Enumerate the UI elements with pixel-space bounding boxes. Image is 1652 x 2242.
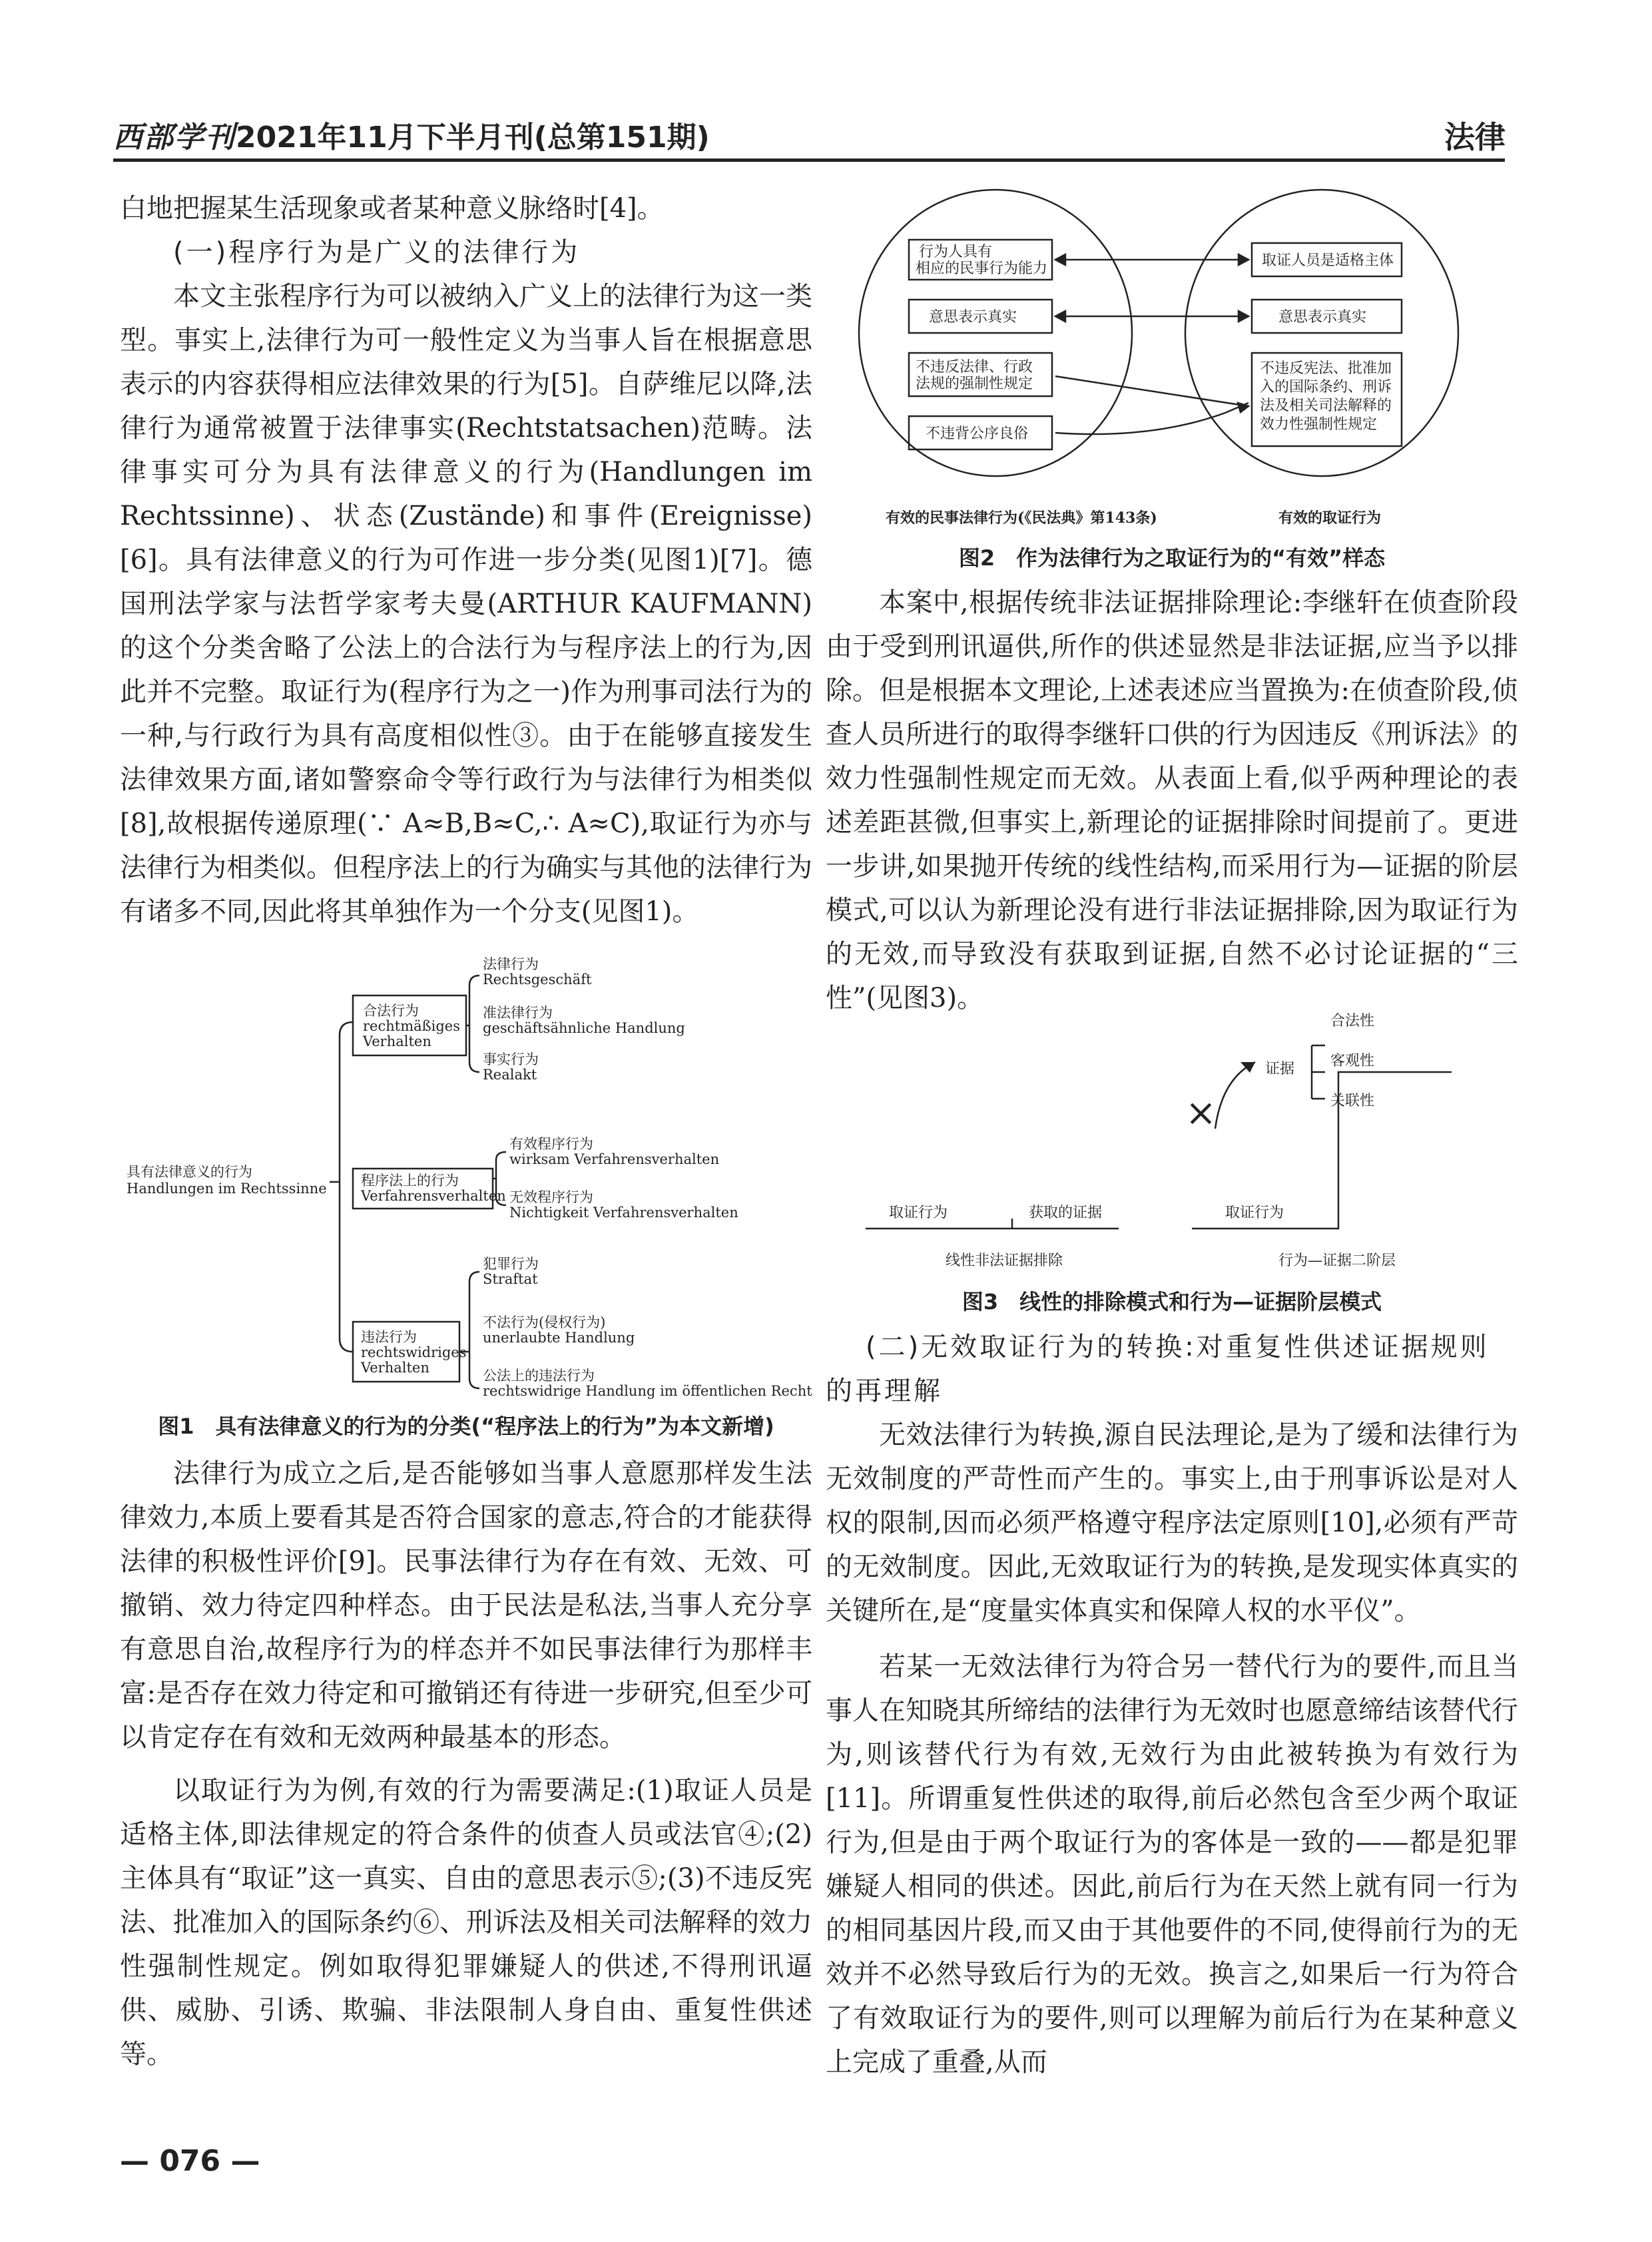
- fig1-leaf: wirksam Verfahrensverhalten: [509, 1151, 720, 1167]
- fig1-b1: 合法行为: [363, 1003, 419, 1019]
- fig1-root-de: Handlungen im Rechtssinne: [127, 1181, 327, 1197]
- fig1-leaf: rechtswidrige Handlung im öffentlichen Recht: [483, 1383, 812, 1399]
- fig3-evidence-got: 获取的证据: [1029, 1205, 1103, 1221]
- fig3-act: 取证行为: [889, 1205, 948, 1221]
- fig1-leaf: 事实行为: [483, 1051, 539, 1067]
- fig2-right-item: 取证人员是适格主体: [1262, 252, 1394, 269]
- figure-3-caption: 图3 线性的排除模式和行为—证据阶层模式: [962, 1289, 1382, 1314]
- figure-3-diagram: [852, 999, 1505, 1285]
- fig1-b2: 程序法上的行为: [361, 1173, 459, 1189]
- fig1-leaf: 无效程序行为: [509, 1189, 593, 1205]
- right-column-lower: [826, 1325, 1518, 2084]
- journal-logo: 西部学刊: [113, 121, 236, 154]
- fig2-right-item: 效力性强制性规定: [1260, 416, 1378, 433]
- fig2-right-item: 意思表示真实: [1278, 309, 1367, 326]
- cross-icon: ×: [1185, 1091, 1217, 1135]
- running-header: [113, 113, 710, 156]
- paragraph: 本文主张程序行为可以被纳入广义上的法律行为这一类型。事实上,法律行为可一般性定义为当事人旨在根据意思表示的内容获得相应法律效果的行为[5]。自萨维尼以降,法律行为通常被置于法律事实(Rechtstatsachen)范畴。法律事实可分为具有法律意义的行为(Handlungen im Rechtssinne)、状态(Zustände)和事件(Ereignisse)[6]。具有法律意义的行为可作进一步分类(见图1)[7]。德国刑法学家与法哲学家考夫曼(ARTHUR KAUFMANN)的这个分类舍略了公法上的合法行为与程序法上的行为,因此并不完整。取证行为(程序行为之一)作为刑事司法行为的一种,与行政行为具有高度相似性③。由于在能够直接发生法律效果方面,诸如警察命令等行政行为与法律行为相类似[8],故根据传递原理(∵ A≈B,B≈C,∴ A≈C),取证行为亦与法律行为相类似。但程序法上的行为确实与其他的法律行为有诸多不同,因此将其单独作为一个分支(见图1)。: [120, 281, 812, 927]
- fig1-b1: rechtmäßiges: [363, 1018, 461, 1034]
- fig1-b3: rechtswidriges: [361, 1344, 467, 1360]
- fig2-label-right: 有效的取证行为: [1278, 509, 1382, 527]
- fig1-leaf: Straftat: [483, 1271, 538, 1287]
- fig1-leaf: Nichtigkeit Verfahrensverhalten: [509, 1205, 738, 1221]
- section-heading: 的再理解: [826, 1376, 943, 1406]
- fig3-act: 取证行为: [1225, 1205, 1284, 1221]
- fig1-root-cn: 具有法律意义的行为: [127, 1164, 252, 1180]
- figure-1-tree: [120, 952, 812, 1405]
- fig2-right-item: 不违反宪法、批准加: [1260, 360, 1392, 377]
- fig1-leaf: 法律行为: [483, 956, 539, 972]
- fig2-right-item: 法及相关司法解释的: [1260, 398, 1392, 414]
- fig3-evidence: 证据: [1265, 1061, 1295, 1077]
- figure-1-caption: 图1 具有法律意义的行为的分类(“程序法上的行为”为本文新增): [158, 1414, 774, 1439]
- fig2-left-item: 相应的民事行为能力: [916, 260, 1048, 277]
- fig1-leaf: 不法行为(侵权行为): [483, 1314, 606, 1330]
- fig3-property: 客观性: [1330, 1053, 1375, 1069]
- fig1-leaf: Realakt: [483, 1067, 537, 1083]
- fig3-label-left: 线性非法证据排除: [946, 1253, 1063, 1269]
- paragraph: 本案中,根据传统非法证据排除理论:李继轩在侦查阶段由于受到刑讯逼供,所作的供述显然是非法证据,应当予以排除。但是根据本文理论,上述表述应当置换为:在侦查阶段,侦查人员所进行的取得李继轩口供的行为因违反《刑诉法》的效力性强制性规定而无效。从表面上看,似乎两种理论的表述差距甚微,但事实上,新理论的证据排除时间提前了。更进一步讲,如果抛开传统的线性结构,而采用行为—证据的阶层模式,可以认为新理论没有进行非法证据排除,因为取证行为的无效,而导致没有获取到证据,自然不必讨论证据的“三性”(见图3)。: [826, 587, 1518, 1013]
- fig2-left-item: 行为人具有: [919, 244, 993, 260]
- paragraph: 若某一无效法律行为符合另一替代行为的要件,而且当事人在知晓其所缔结的法律行为无效时也愿意缔结该替代行为,则该替代行为有效,无效行为由此被转换为有效行为[11]。所谓重复性供述的取得,前后必然包含至少两个取证行为,但是由于两个取证行为的客体是一致的——都是犯罪嫌疑人相同的供述。因此,前后行为在天然上就有同一行为的相同基因片段,而又由于其他要件的不同,使得前行为的无效并不必然导致后行为的无效。换言之,如果后一行为符合了有效取证行为的要件,则可以理解为前后行为在某种意义上完成了重叠,从而: [826, 1651, 1518, 2078]
- page-number: — 076 —: [120, 2144, 260, 2178]
- header-rule: [113, 158, 1505, 162]
- section-label: 法律: [1444, 119, 1506, 155]
- left-column: [120, 186, 812, 934]
- figure-2-caption: 图2 作为法律行为之取证行为的“有效”样态: [958, 545, 1386, 571]
- fig2-label-left: 有效的民事法律行为(《民法典》第143条): [886, 509, 1157, 527]
- fig1-leaf: 准法律行为: [483, 1005, 553, 1021]
- section-heading: (一)程序行为是广义的法律行为: [173, 237, 581, 268]
- fig2-left-item: 不违反法律、行政: [916, 359, 1033, 376]
- left-column-lower: [120, 1452, 812, 2076]
- paragraph: 白地把握某生活现象或者某种意义脉络时[4]。: [120, 193, 664, 224]
- fig2-left-item: 不违背公序良俗: [926, 425, 1029, 442]
- paragraph: 法律行为成立之后,是否能够如当事人意愿那样发生法律效力,本质上要看其是否符合国家的意志,符合的才能获得法律的积极性评价[9]。民事法律行为存在有效、无效、可撤销、效力待定四种样态。由于民法是私法,当事人充分享有意思自治,故程序行为的样态并不如民事法律行为那样丰富:是否存在效力待定和可撤销还有待进一步研究,但至少可以肯定存在有效和无效两种最基本的形态。: [120, 1458, 812, 1753]
- fig1-leaf: geschäftsähnliche Handlung: [483, 1020, 685, 1036]
- section-heading: (二)无效取证行为的转换:对重复性供述证据规则: [866, 1332, 1490, 1362]
- fig1-b3: 违法行为: [361, 1329, 417, 1345]
- fig3-label-right: 行为—证据二阶层: [1278, 1253, 1396, 1269]
- fig1-b3: Verhalten: [361, 1360, 429, 1376]
- fig1-leaf: 公法上的违法行为: [483, 1368, 595, 1384]
- figure-2-diagram: [852, 186, 1505, 539]
- fig1-leaf: Rechtsgeschäft: [483, 972, 592, 987]
- paragraph: 以取证行为为例,有效的行为需要满足:(1)取证人员是适格主体,即法律规定的符合条件的侦查人员或法官④;(2)主体具有“取证”这一真实、自由的意思表示⑤;(3)不违反宪法、批准加入的国际条约⑥、刑诉法及相关司法解释的效力性强制性规定。例如取得犯罪嫌疑人的供述,不得刑讯逼供、威胁、引诱、欺骗、非法限制人身自由、重复性供述等。: [120, 1775, 812, 2070]
- fig1-b1: Verhalten: [363, 1033, 431, 1049]
- paragraph: 无效法律行为转换,源自民法理论,是为了缓和法律行为无效制度的严苛性而产生的。事实上,由于刑事诉讼是对人权的限制,因而必须严格遵守程序法定原则[10],必须有严苛的无效制度。因此,无效取证行为的转换,是发现实体真实的关键所在,是“度量实体真实和保障人权的水平仪”。: [826, 1420, 1518, 1626]
- fig1-leaf: unerlaubte Handlung: [483, 1330, 635, 1346]
- fig2-right-item: 入的国际条约、刑诉: [1260, 379, 1392, 396]
- fig3-property: 关联性: [1330, 1093, 1375, 1109]
- right-column: [826, 581, 1518, 1020]
- fig1-leaf: 犯罪行为: [483, 1256, 539, 1272]
- issue-label: 2021年11月下半月刊(总第151期): [236, 121, 710, 154]
- fig1-leaf: 有效程序行为: [509, 1136, 593, 1152]
- fig1-b2: Verfahrensverhalten: [361, 1188, 506, 1204]
- fig2-left-item: 意思表示真实: [929, 309, 1017, 326]
- fig2-left-item: 法规的强制性规定: [916, 376, 1033, 392]
- fig3-property: 合法性: [1330, 1013, 1375, 1029]
